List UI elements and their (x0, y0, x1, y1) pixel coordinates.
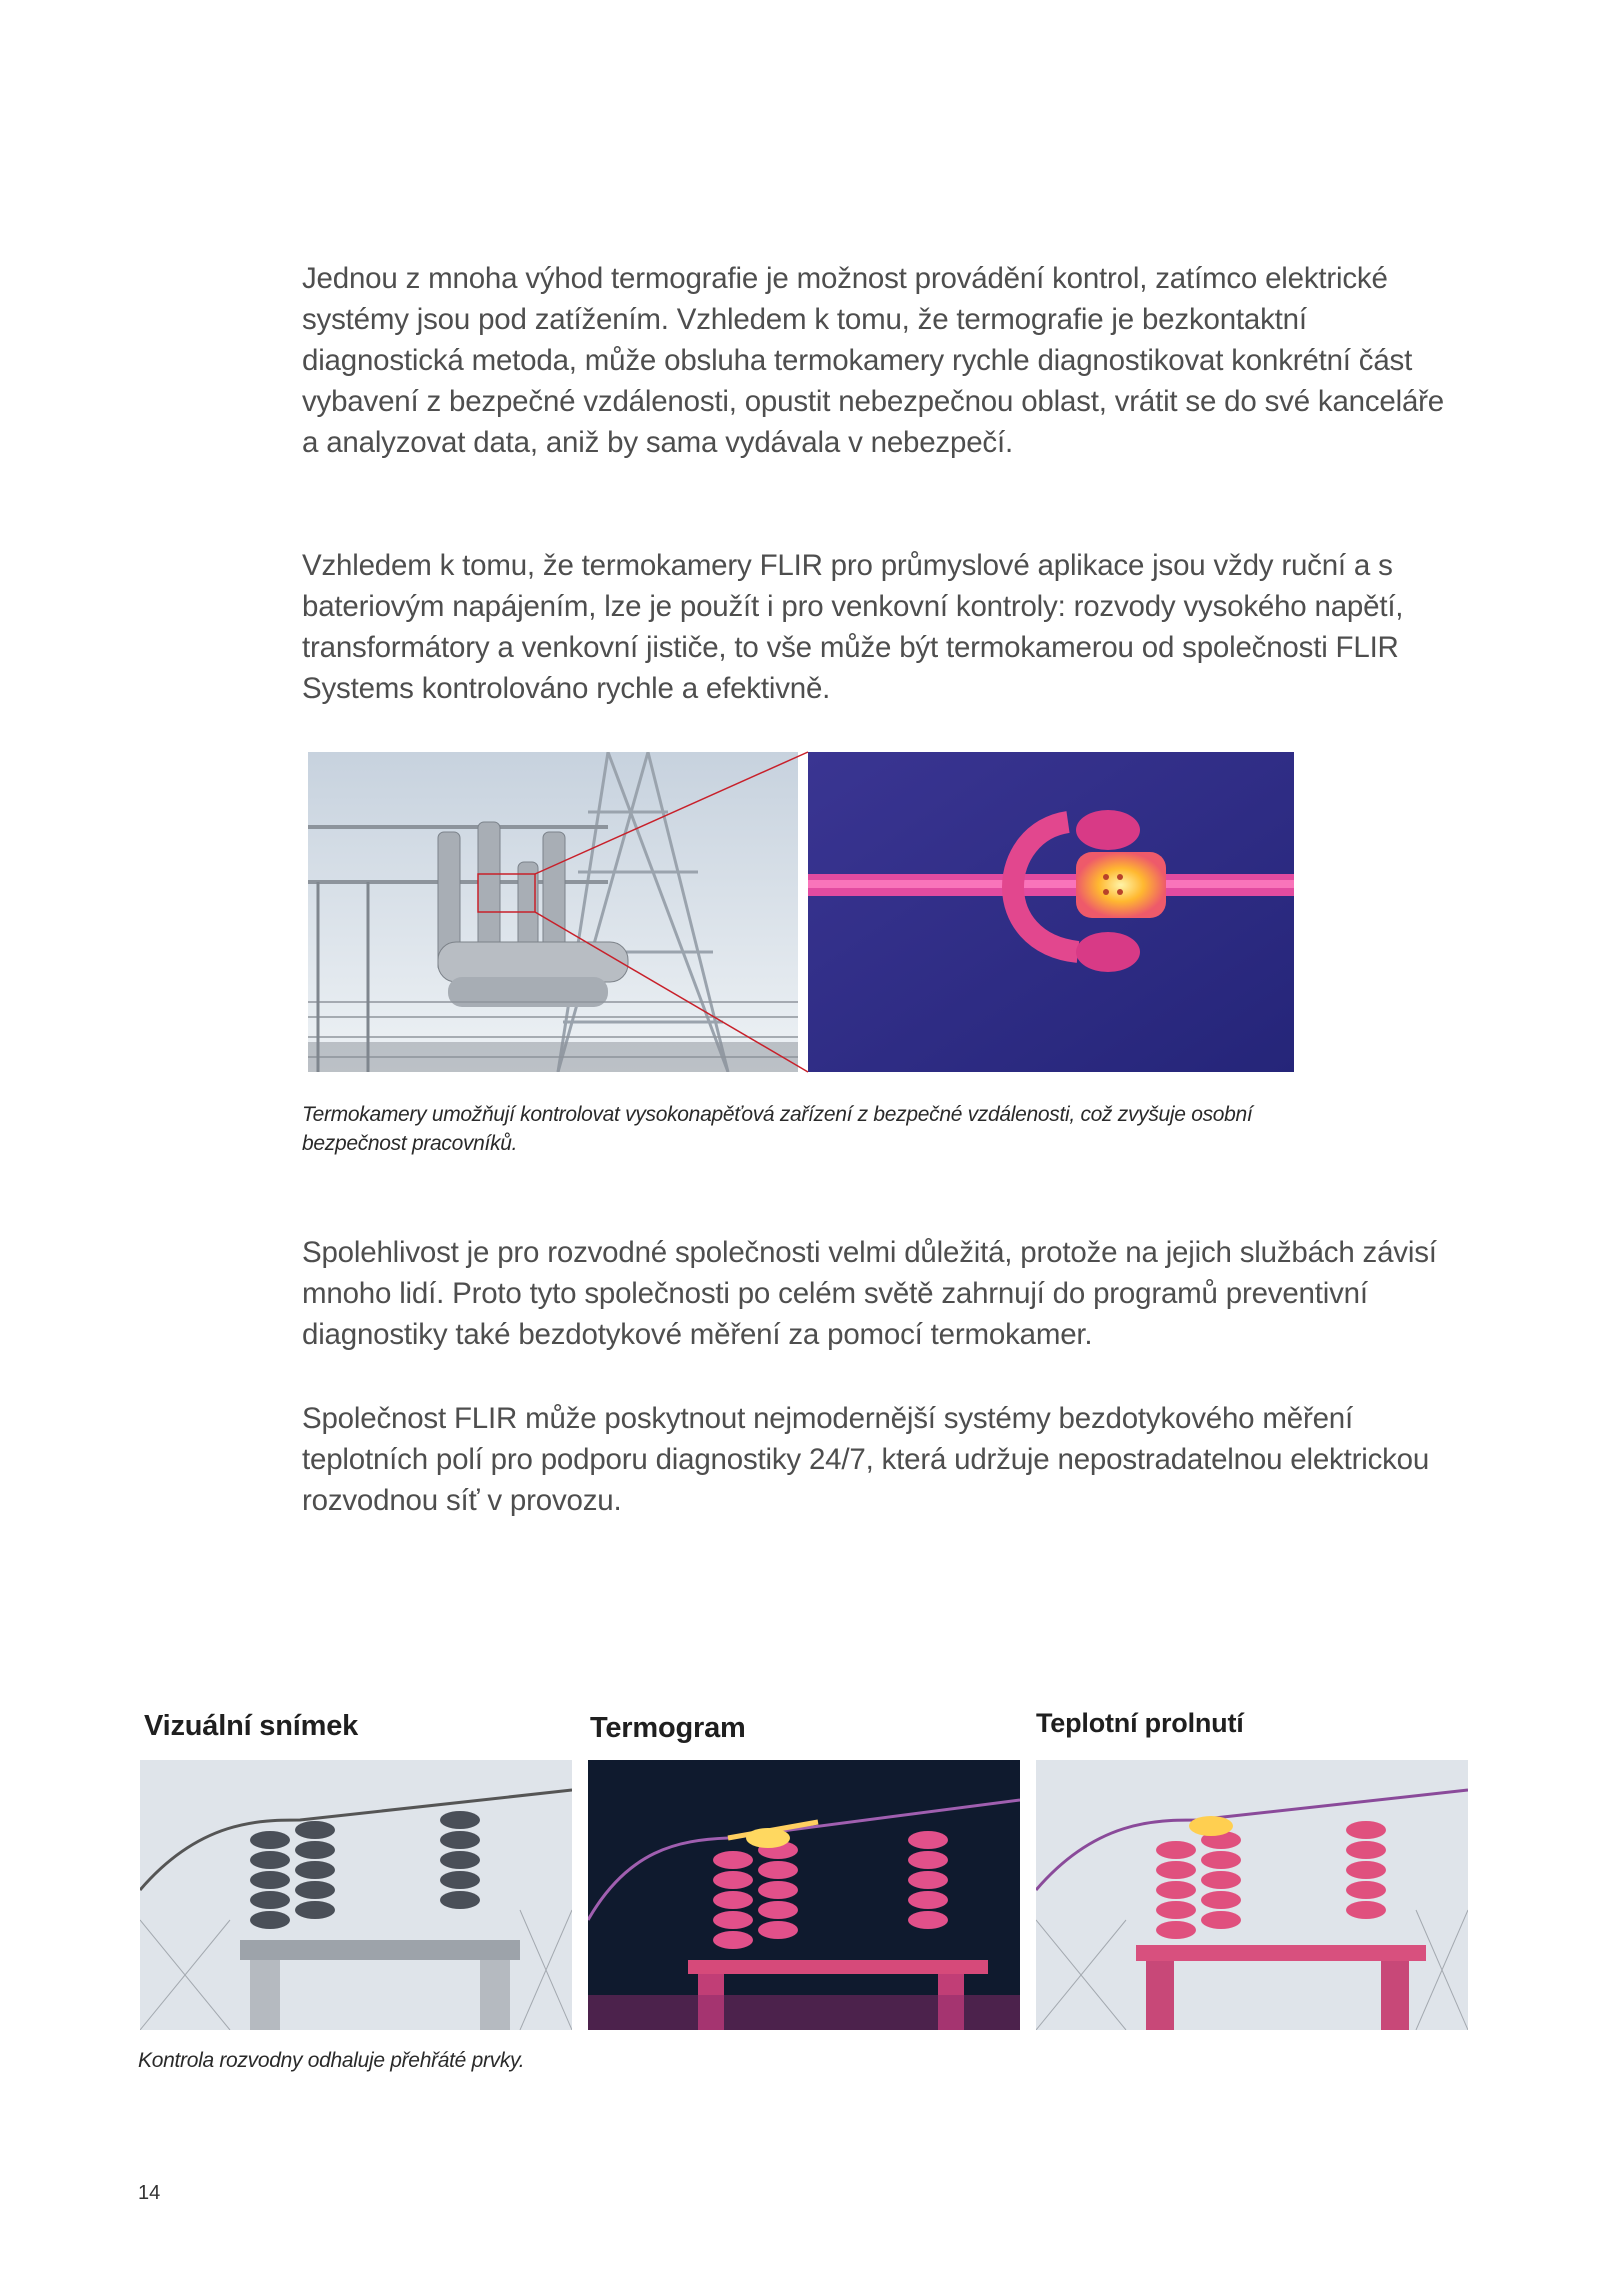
comparison-caption: Kontrola rozvodny odhaluje přehřáté prvky. (138, 2049, 525, 2072)
label-thermal-blend: Teplotní prolnutí (1036, 1708, 1244, 1738)
paragraph-3: Spolehlivost je pro rozvodné společnosti velmi důležitá, protože na jejich službách závisí mnoho lidí. Proto tyto společnosti po celém světě zahrnují do programů preventivní diagnostiky také bezdotykové měření za pomocí termokamer. (302, 1236, 1437, 1351)
visual-image (140, 1760, 572, 2030)
paragraph-4: Společnost FLIR může poskytnout nejmodernější systémy bezdotykového měření teplotních polí pro podporu diagnostiky 24/7, která udržuje nepostradatelnou elektrickou rozvodnou síť v provozu. (302, 1402, 1430, 1517)
thermal-blend-image (1036, 1760, 1468, 2030)
main-image-caption: Termokamery umožňují kontrolovat vysokonapěťová zařízení z bezpečné vzdálenosti, což zvyšuje osobní bezpečnost pracovníků. (302, 1103, 1253, 1155)
label-thermogram: Termogram (590, 1712, 746, 1744)
label-visual-image: Vizuální snímek (144, 1710, 359, 1742)
page-number: 14 (138, 2182, 161, 2204)
paragraph-1: Jednou z mnoha výhod termografie je možnost provádění kontrol, zatímco elektrické systémy jsou pod zatížením. Vzhledem k tomu, že termografie je bezkontaktní diagnostická metoda, může obsluha termokamery rychle diagnostikovat konkrétní část vybavení z bezpečné vzdálenosti, opustit nebezpečnou oblast, vrátit se do své kanceláře a analyzovat data, aniž by sama vydávala v nebezpečí. (302, 262, 1445, 459)
substation-photo (308, 752, 798, 1072)
thermogram-image (588, 1760, 1020, 2030)
paragraph-2: Vzhledem k tomu, že termokamery FLIR pro průmyslové aplikace jsou vždy ruční a s bateriovým napájením, lze je použít i pro venkovní kontroly: rozvody vysokého napětí, transformátory a venkovní jističe, to vše může být termokamerou od společnosti FLIR Systems kontrolováno rychle a efektivně. (302, 549, 1404, 705)
thermal-closeup (808, 752, 1294, 1072)
